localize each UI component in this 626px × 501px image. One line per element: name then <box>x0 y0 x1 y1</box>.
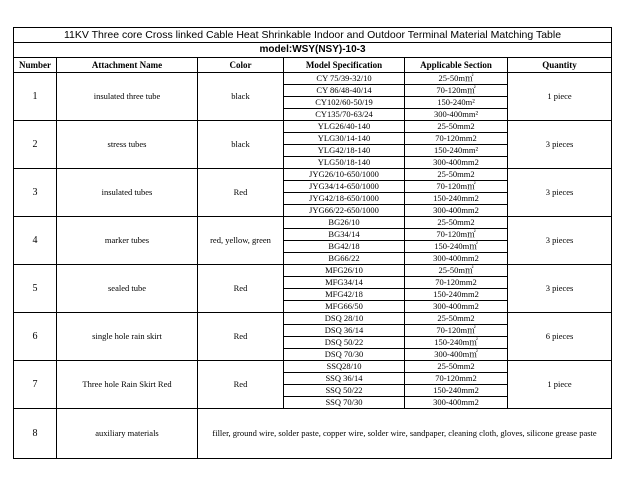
applicable-section: 300-400mm2 <box>405 157 508 169</box>
applicable-section: 70-120mm2 <box>405 277 508 289</box>
attachment-name: stress tubes <box>57 121 198 169</box>
model-specification: YLG30/14-140 <box>284 133 405 145</box>
applicable-section: 150-240mm2 <box>405 289 508 301</box>
applicable-section: 25-50mm2 <box>405 313 508 325</box>
header-color: Color <box>198 58 284 73</box>
model-specification: YLG50/18-140 <box>284 157 405 169</box>
row-number: 4 <box>14 217 57 265</box>
table-row <box>14 409 612 459</box>
model-specification: SSQ 50/22 <box>284 385 405 397</box>
attachment-color: Red <box>198 361 284 409</box>
model-specification: JYG34/14-650/1000 <box>284 181 405 193</box>
row-number: 8 <box>14 409 57 459</box>
row-number: 7 <box>14 361 57 409</box>
model-specification: BG34/14 <box>284 229 405 241</box>
model-specification: CY102/60-50/19 <box>284 97 405 109</box>
header-applicable-section: Applicable Section <box>405 58 508 73</box>
row-number: 5 <box>14 265 57 313</box>
model-specification: CY 75/39-32/10 <box>284 73 405 85</box>
applicable-section: 25-50m㎡ <box>405 73 508 85</box>
model-specification: YLG42/18-140 <box>284 145 405 157</box>
attachment-color: Red <box>198 169 284 217</box>
model-specification: JYG42/18-650/1000 <box>284 193 405 205</box>
model-specification: MFG66/50 <box>284 301 405 313</box>
applicable-section: 300-400mm2 <box>405 253 508 265</box>
applicable-section: 70-120m㎡ <box>405 229 508 241</box>
attachment-name: Three hole Rain Skirt Red <box>57 361 198 409</box>
model-specification: JYG66/22-650/1000 <box>284 205 405 217</box>
auxiliary-materials-list: filler, ground wire, solder paste, copper wire, solder wire, sandpaper, cleaning cloth, gloves, silicone grease paste <box>198 409 612 459</box>
applicable-section: 25-50mm2 <box>405 121 508 133</box>
applicable-section: 150-240mm2 <box>405 193 508 205</box>
quantity: 3 pieces <box>508 217 612 265</box>
attachment-name: insulated tubes <box>57 169 198 217</box>
quantity: 6 pieces <box>508 313 612 361</box>
attachment-color: red, yellow, green <box>198 217 284 265</box>
model-specification: CY135/70-63/24 <box>284 109 405 121</box>
model-specification: SSQ 70/30 <box>284 397 405 409</box>
quantity: 3 pieces <box>508 169 612 217</box>
table-row <box>14 73 612 85</box>
table-row <box>14 361 612 373</box>
table-row <box>14 121 612 133</box>
model-specification: DSQ 36/14 <box>284 325 405 337</box>
applicable-section: 300-400mm2 <box>405 301 508 313</box>
attachment-name: auxiliary materials <box>57 409 198 459</box>
applicable-section: 150-240mm2 <box>405 385 508 397</box>
model-line: model:WSY(NSY)-10-3 <box>14 43 612 58</box>
quantity: 1 piece <box>508 73 612 121</box>
applicable-section: 25-50mm2 <box>405 361 508 373</box>
applicable-section: 70-120m㎡ <box>405 325 508 337</box>
quantity: 3 pieces <box>508 121 612 169</box>
header-attachment-name: Attachment Name <box>57 58 198 73</box>
model-specification: CY 86/48-40/14 <box>284 85 405 97</box>
applicable-section: 25-50mm2 <box>405 169 508 181</box>
applicable-section: 25-50m㎡ <box>405 265 508 277</box>
applicable-section: 25-50mm2 <box>405 217 508 229</box>
model-specification: MFG26/10 <box>284 265 405 277</box>
table-row <box>14 313 612 325</box>
model-specification: DSQ 28/10 <box>284 313 405 325</box>
attachment-color: Red <box>198 265 284 313</box>
applicable-section: 70-120mm2 <box>405 133 508 145</box>
applicable-section: 150-240mm² <box>405 145 508 157</box>
attachment-color: Red <box>198 313 284 361</box>
attachment-name: single hole rain skirt <box>57 313 198 361</box>
applicable-section: 70-120mm2 <box>405 373 508 385</box>
model-specification: YLG26/40-140 <box>284 121 405 133</box>
table-row <box>14 217 612 229</box>
applicable-section: 70-120m㎡ <box>405 85 508 97</box>
applicable-section: 300-400mm² <box>405 109 508 121</box>
terminal-material-table <box>13 27 612 459</box>
row-number: 6 <box>14 313 57 361</box>
model-specification: JYG26/10-650/1000 <box>284 169 405 181</box>
row-number: 3 <box>14 169 57 217</box>
applicable-section: 300-400mm2 <box>405 205 508 217</box>
quantity: 3 pieces <box>508 265 612 313</box>
attachment-color: black <box>198 121 284 169</box>
header-row <box>14 58 612 73</box>
applicable-section: 300-400mm2 <box>405 397 508 409</box>
attachment-name: insulated three tube <box>57 73 198 121</box>
row-number: 2 <box>14 121 57 169</box>
header-model-specification: Model Specification <box>284 58 405 73</box>
model-specification: BG26/10 <box>284 217 405 229</box>
model-specification: SSQ 36/14 <box>284 373 405 385</box>
model-specification: BG42/18 <box>284 241 405 253</box>
header-number: Number <box>14 58 57 73</box>
row-number: 1 <box>14 73 57 121</box>
applicable-section: 300-400m㎡ <box>405 349 508 361</box>
applicable-section: 150-240m² <box>405 97 508 109</box>
table-title: 11KV Three core Cross linked Cable Heat Shrinkable Indoor and Outdoor Terminal Material Matching Table <box>14 28 612 43</box>
applicable-section: 150-240m㎡ <box>405 337 508 349</box>
header-quantity: Quantity <box>508 58 612 73</box>
table-row <box>14 169 612 181</box>
applicable-section: 70-120m㎡ <box>405 181 508 193</box>
model-specification: SSQ28/10 <box>284 361 405 373</box>
applicable-section: 150-240m㎡ <box>405 241 508 253</box>
model-specification: DSQ 70/30 <box>284 349 405 361</box>
model-specification: MFG42/18 <box>284 289 405 301</box>
model-specification: MFG34/14 <box>284 277 405 289</box>
model-specification: BG66/22 <box>284 253 405 265</box>
table-row <box>14 265 612 277</box>
attachment-name: marker tubes <box>57 217 198 265</box>
quantity: 1 piece <box>508 361 612 409</box>
attachment-name: sealed tube <box>57 265 198 313</box>
model-specification: DSQ 50/22 <box>284 337 405 349</box>
attachment-color: black <box>198 73 284 121</box>
